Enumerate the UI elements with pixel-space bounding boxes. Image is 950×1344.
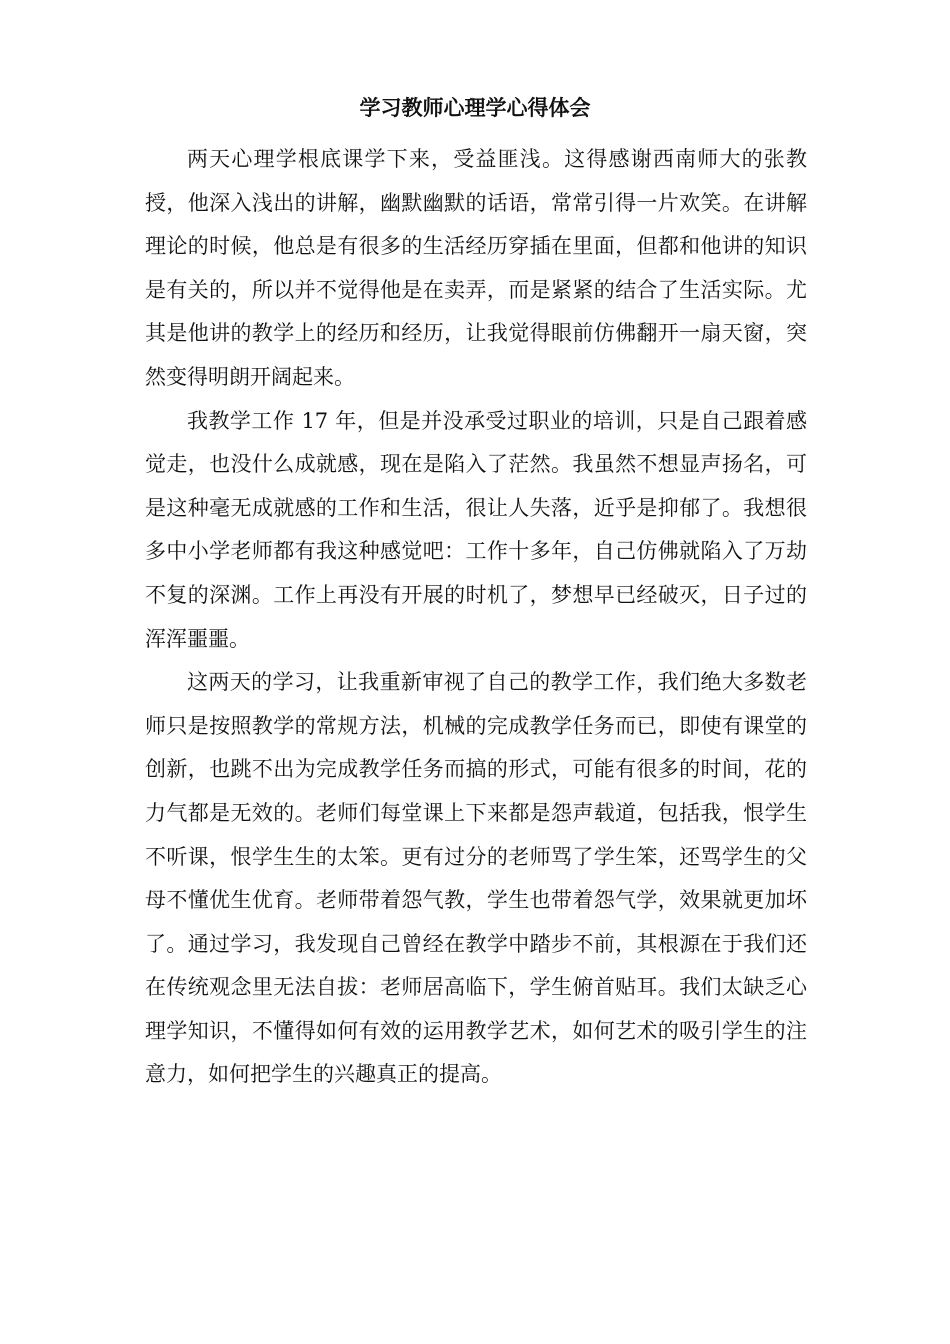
paragraph-3: 这两天的学习，让我重新审视了自己的教学工作，我们绝大多数老师只是按照教学的常规方法，机械的完成教学任务而已，即使有课堂的创新，也跳不出为完成教学任务而搞的形式，可能有很多的时间，花的力气都是无效的。老师们每堂课上下来都是怨声载道，包括我，恨学生不听课，恨学生生的太笨。更有过分的老师骂了学生笨，还骂学生的父母不懂优生优育。老师带着怨气教，学生也带着怨气学，效果就更加坏了。通过学习，我发现自己曾经在教学中踏步不前，其根源在于我们还在传统观念里无法自拔：老师居高临下，学生俯首贴耳。我们太缺乏心理学知识，不懂得如何有效的运用教学艺术，如何艺术的吸引学生的注意力，如何把学生的兴趣真正的提高。 xyxy=(145,670,807,1087)
document-body xyxy=(145,138,807,1097)
paragraph-1: 两天心理学根底课学下来，受益匪浅。这得感谢西南师大的张教授，他深入浅出的讲解，幽默幽默的话语，常常引得一片欢笑。在讲解理论的时候，他总是有很多的生活经历穿插在里面，但都和他讲的知识是有关的，所以并不觉得他是在卖弄，而是紧紧的结合了生活实际。尤其是他讲的教学上的经历和经历，让我觉得眼前仿佛翻开一扇天窗，突然变得明朗开阔起来。 xyxy=(145,147,807,389)
paragraph-2: 我教学工作 17 年，但是并没承受过职业的培训，只是自己跟着感觉走，也没什么成就感，现在是陷入了茫然。我虽然不想显声扬名，可是这种毫无成就感的工作和生活，很让人失落，近乎是抑郁了。我想很多中小学老师都有我这种感觉吧：工作十多年，自己仿佛就陷入了万劫不复的深渊。工作上再没有开展的时机了，梦想早已经破灭，日子过的浑浑噩噩。 xyxy=(145,408,807,651)
page-title: 学习教师心理学心得体会 xyxy=(359,95,591,120)
